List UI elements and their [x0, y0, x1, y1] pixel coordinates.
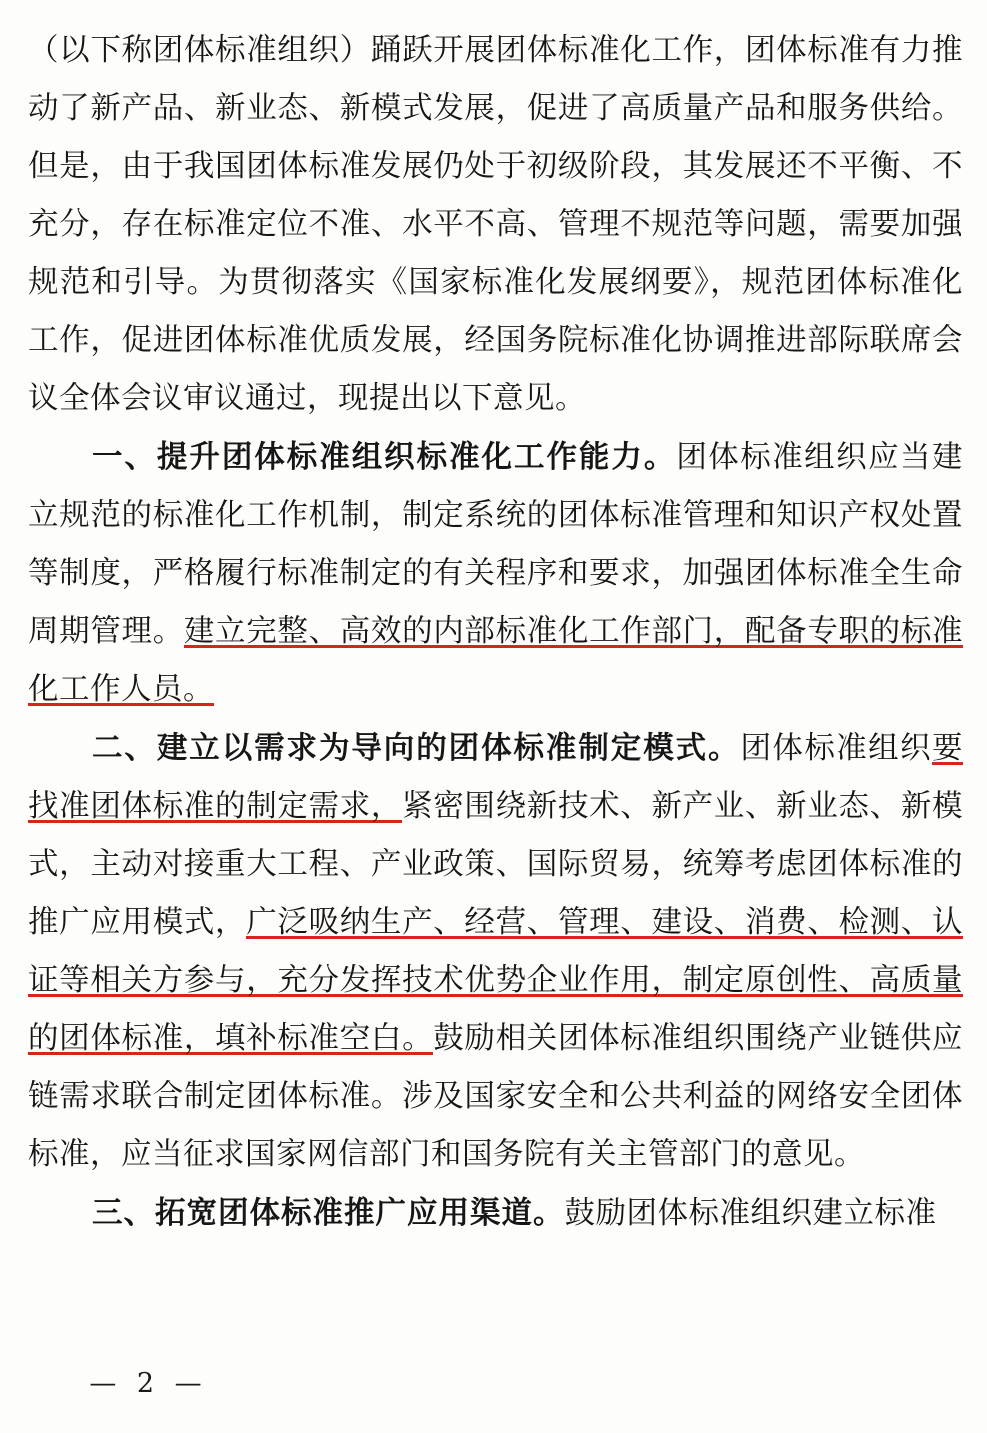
page-footer: [0, 1368, 987, 1399]
paragraph-1-text: （以下称团体标准组织）踊跃开展团体标准化工作，团体标准有力推动了新产品、新业态、新模式发展，促进了高质量产品和服务供给。但是，由于我国团体标准发展仍处于初级阶段，其发展还不平衡、不充分，存在标准定位不准、水平不高、管理不规范等问题，需要加强规范和引导。为贯彻落实《国家标准化发展纲要》，规范团体标准化工作，促进团体标准优质发展，经国务院标准化协调推进部际联席会议全体会议审议通过，现提出以下意见。: [28, 33, 963, 416]
section-heading-three: 三、拓宽团体标准推广应用渠道。: [92, 1195, 565, 1231]
paragraph-3-highlight-b: 广泛吸纳生产、经营、管理、建设、消费、检测、认证等相关方参与，充分发挥技术优势企业作用，制定原创性、高质量的团体标准，填补标准空白。: [28, 905, 964, 1056]
paragraph-3-text-c: 鼓励相关团体标准组织围绕产业链供应链需求联合制定团体标准。涉及国家安全和公共利益的网络安全团体标准，应当征求国家网信部门和国务院有关主管部门的意见。: [28, 1021, 964, 1172]
section-heading-two: 二、建立以需求为导向的团体标准制定模式。: [92, 730, 741, 766]
paragraph-3-text-a: 团体标准组织: [740, 731, 933, 766]
page-number: — 2 —: [89, 1368, 208, 1399]
paragraph-2-text: 团体标准组织应当建立规范的标准化工作机制，制定系统的团体标准管理和知识产权处置等制度，严格履行标准制定的有关程序和要求，加强团体标准全生命周期管理。: [28, 440, 964, 649]
paragraph-3-text-b: 紧密围绕新技术、新产业、新业态、新模式，主动对接重大工程、产业政策、国际贸易，统筹考虑团体标准的推广应用模式，: [28, 789, 964, 940]
paragraph-2-highlight: 建立完整、高效的内部标准化工作部门，配备专职的标准化工作人员。: [28, 614, 964, 707]
paragraph-4-text: 鼓励团体标准组织建立标准: [564, 1196, 937, 1231]
document-body: [28, 22, 963, 1243]
paragraph-3-highlight-a: 要找准团体标准的制定需求，: [28, 731, 964, 824]
paragraph-3: [28, 719, 963, 1184]
paragraph-2: [28, 428, 963, 719]
paragraph-1: [28, 22, 963, 428]
section-heading-one: 一、提升团体标准组织标准化工作能力。: [92, 439, 677, 475]
paragraph-4: [28, 1184, 963, 1243]
